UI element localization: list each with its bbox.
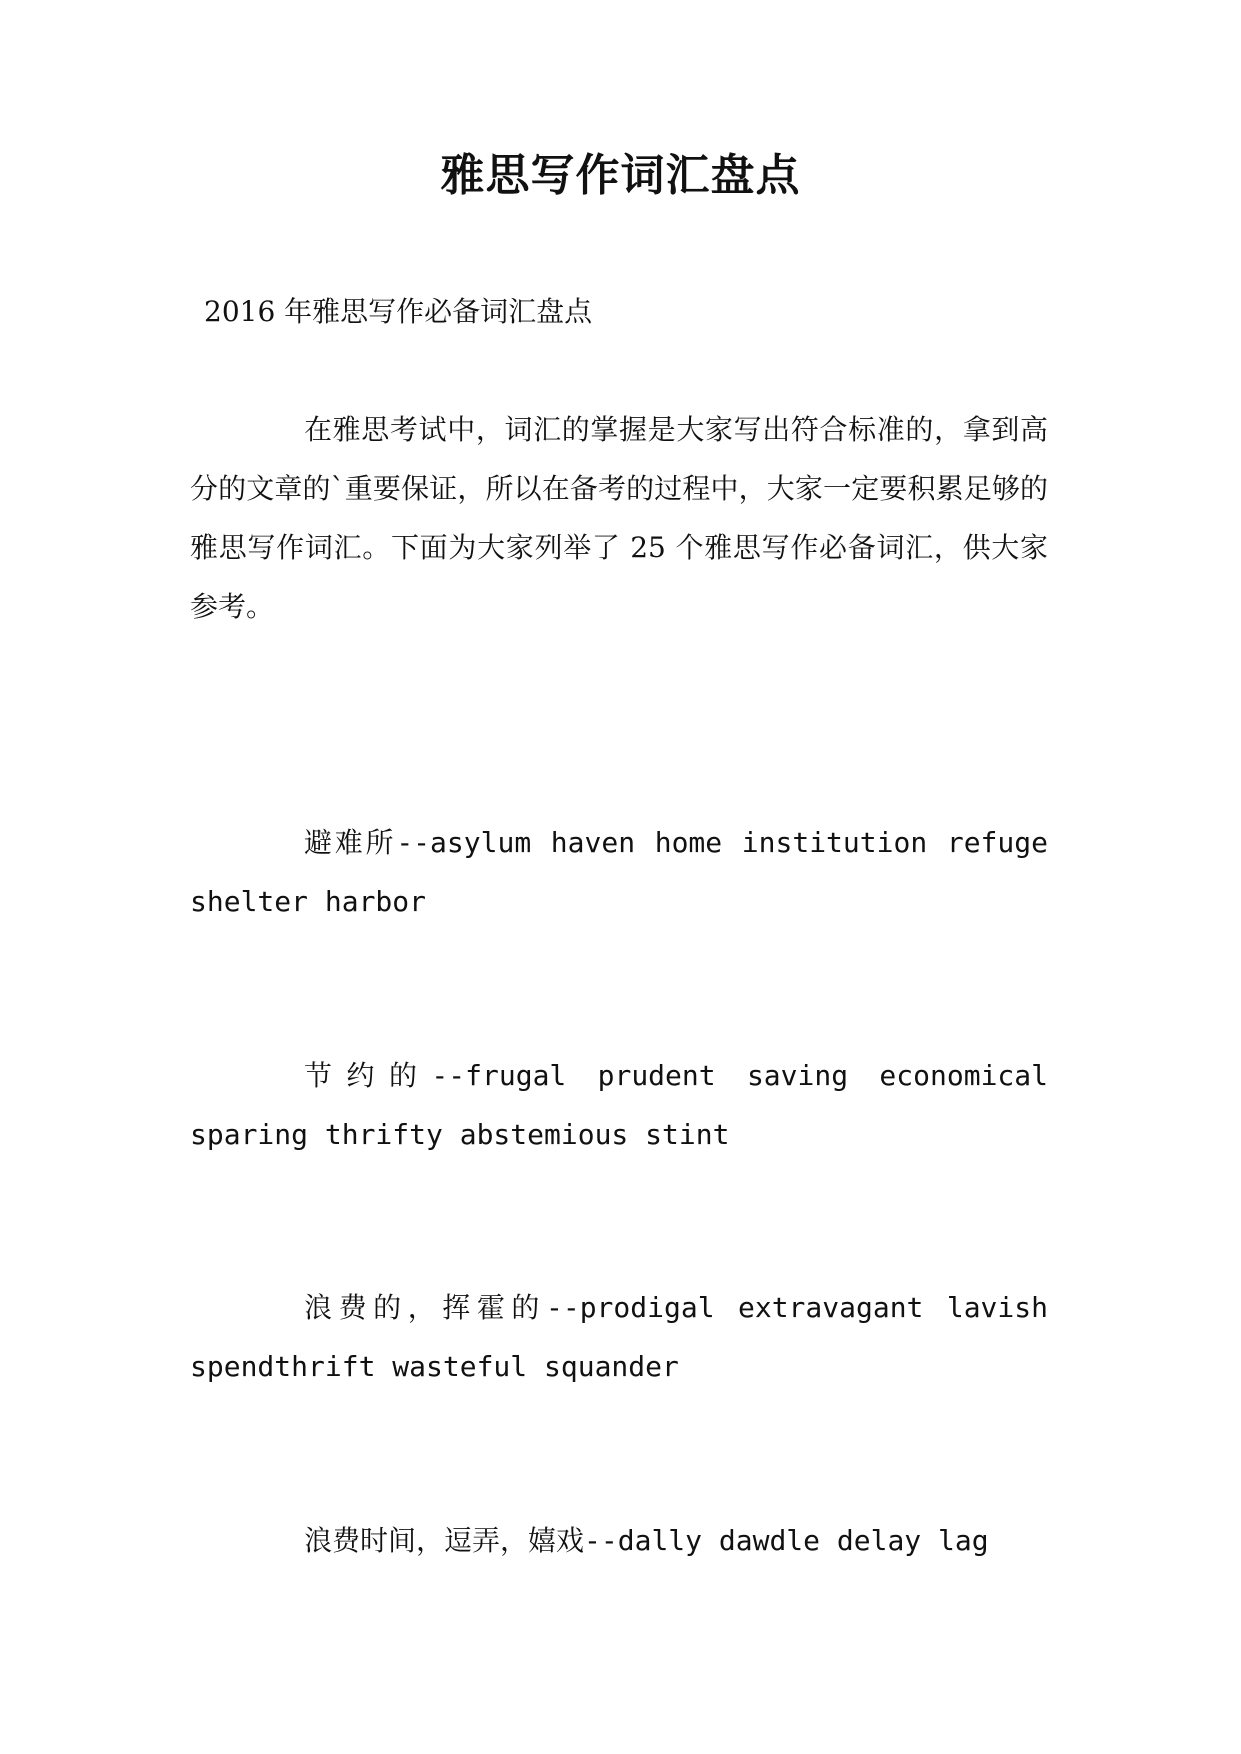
vocab-entry (190, 1046, 1048, 1164)
vocab-separator: -- (431, 1059, 466, 1092)
document-title: 雅思写作词汇盘点 (440, 150, 801, 201)
document-subtitle: 2016 年雅思写作必备词汇盘点 (204, 295, 593, 328)
vocab-separator: -- (545, 1291, 580, 1324)
vocab-chinese: 节约的 (304, 1059, 432, 1092)
vocab-chinese: 浪费时间，逗弄，嬉戏 (304, 1524, 585, 1557)
vocab-english: prodigal extravagant lavish spendthrift wasteful squander (190, 1291, 1048, 1383)
vocab-separator: -- (584, 1524, 618, 1557)
vocab-english: asylum haven home institution refuge shelter harbor (190, 826, 1048, 918)
vocab-separator: -- (396, 826, 431, 859)
vocab-chinese: 浪费的，挥霍的 (304, 1291, 546, 1324)
intro-paragraph: 在雅思考试中，词汇的掌握是大家写出符合标准的，拿到高分的文章的`重要保证，所以在备考的过程中，大家一定要积累足够的雅思写作词汇。下面为大家列举了 25 个雅思写作必备词汇，供大家参考。 (190, 413, 1048, 623)
vocab-entry (190, 1511, 1048, 1570)
vocab-english: dally dawdle delay lag (617, 1524, 989, 1557)
vocab-entry (190, 1278, 1048, 1396)
vocab-english: frugal prudent saving economical sparing thrifty abstemious stint (190, 1059, 1048, 1151)
vocab-entry (190, 813, 1048, 931)
vocab-chinese: 避难所 (304, 826, 397, 859)
